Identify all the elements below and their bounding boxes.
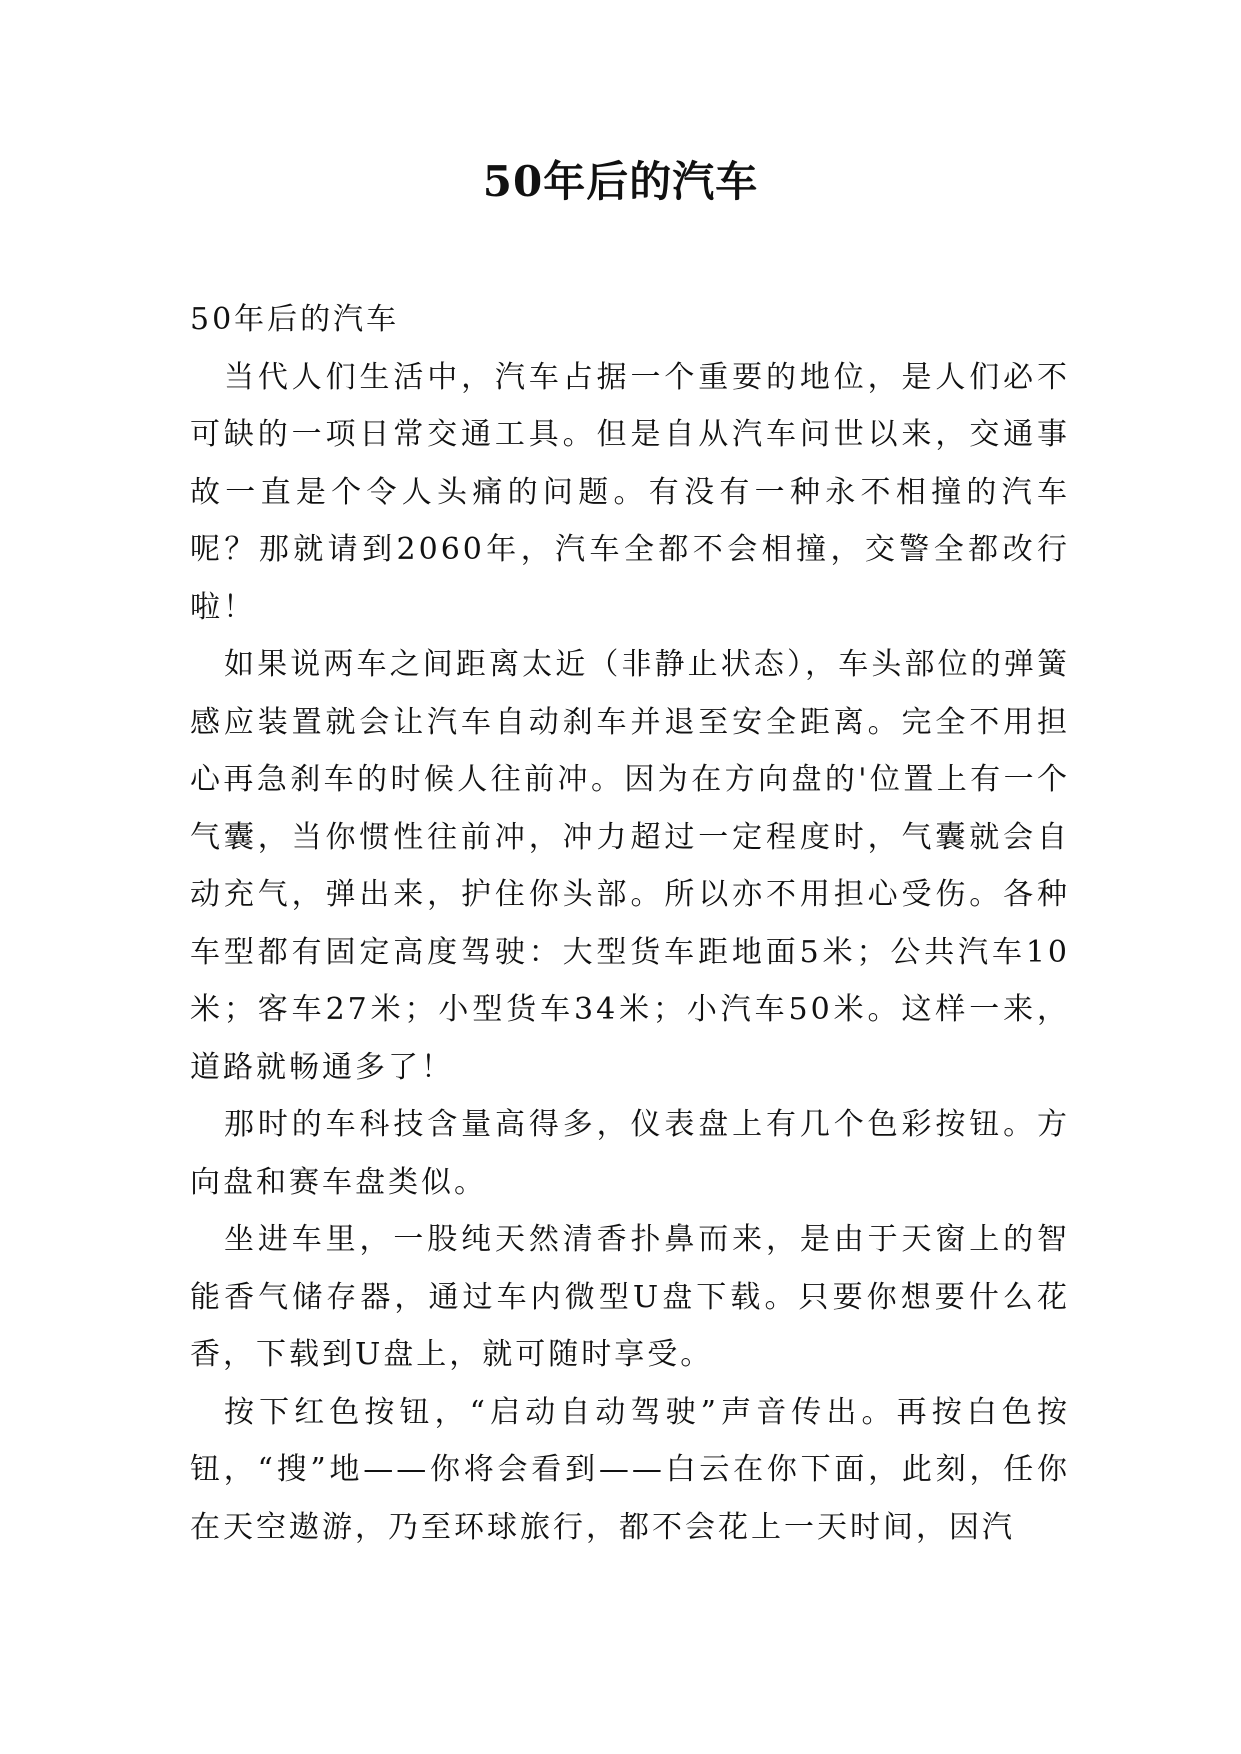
paragraph-intro: 当代人们生活中，汽车占据一个重要的地位，是人们必不可缺的一项日常交通工具。但是自从汽车问世以来，交通事故一直是个令人头痛的问题。有没有一种永不相撞的汽车呢？那就请到2060年，汽车全都不会相撞，交警全都改行啦！ [190, 359, 1070, 625]
paragraph-safety: 如果说两车之间距离太近（非静止状态），车头部位的弹簧感应装置就会让汽车自动刹车并退至安全距离。完全不用担心再急刹车的时候人往前冲。因为在方向盘的'位置上有一个气囊，当你惯性往前冲，冲力超过一定程度时，气囊就会自动充气，弹出来，护住你头部。所以亦不用担心受伤。各种车型都有固定高度驾驶：大型货车距地面5米；公共汽车10米；客车27米；小型货车34米；小汽车50米。这样一来，道路就畅通多了！ [190, 647, 1070, 1085]
paragraph-fragrance: 坐进车里，一股纯天然清香扑鼻而来，是由于天窗上的智能香气储存器，通过车内微型U盘下载。只要你想要什么花香，下载到U盘上，就可随时享受。 [190, 1222, 1070, 1372]
document-body [190, 291, 1070, 1556]
paragraph-dashboard: 那时的车科技含量高得多，仪表盘上有几个色彩按钮。方向盘和赛车盘类似。 [190, 1107, 1070, 1200]
document-title: 50年后的汽车 [482, 157, 759, 206]
paragraph-subtitle: 50年后的汽车 [190, 302, 400, 337]
paragraph-flight: 按下红色按钮，“启动自动驾驶”声音传出。再按白色按钮，“搜”地——你将会看到——白云在你下面，此刻，任你在天空遨游，乃至环球旅行，都不会花上一天时间，因汽 [190, 1394, 1070, 1545]
